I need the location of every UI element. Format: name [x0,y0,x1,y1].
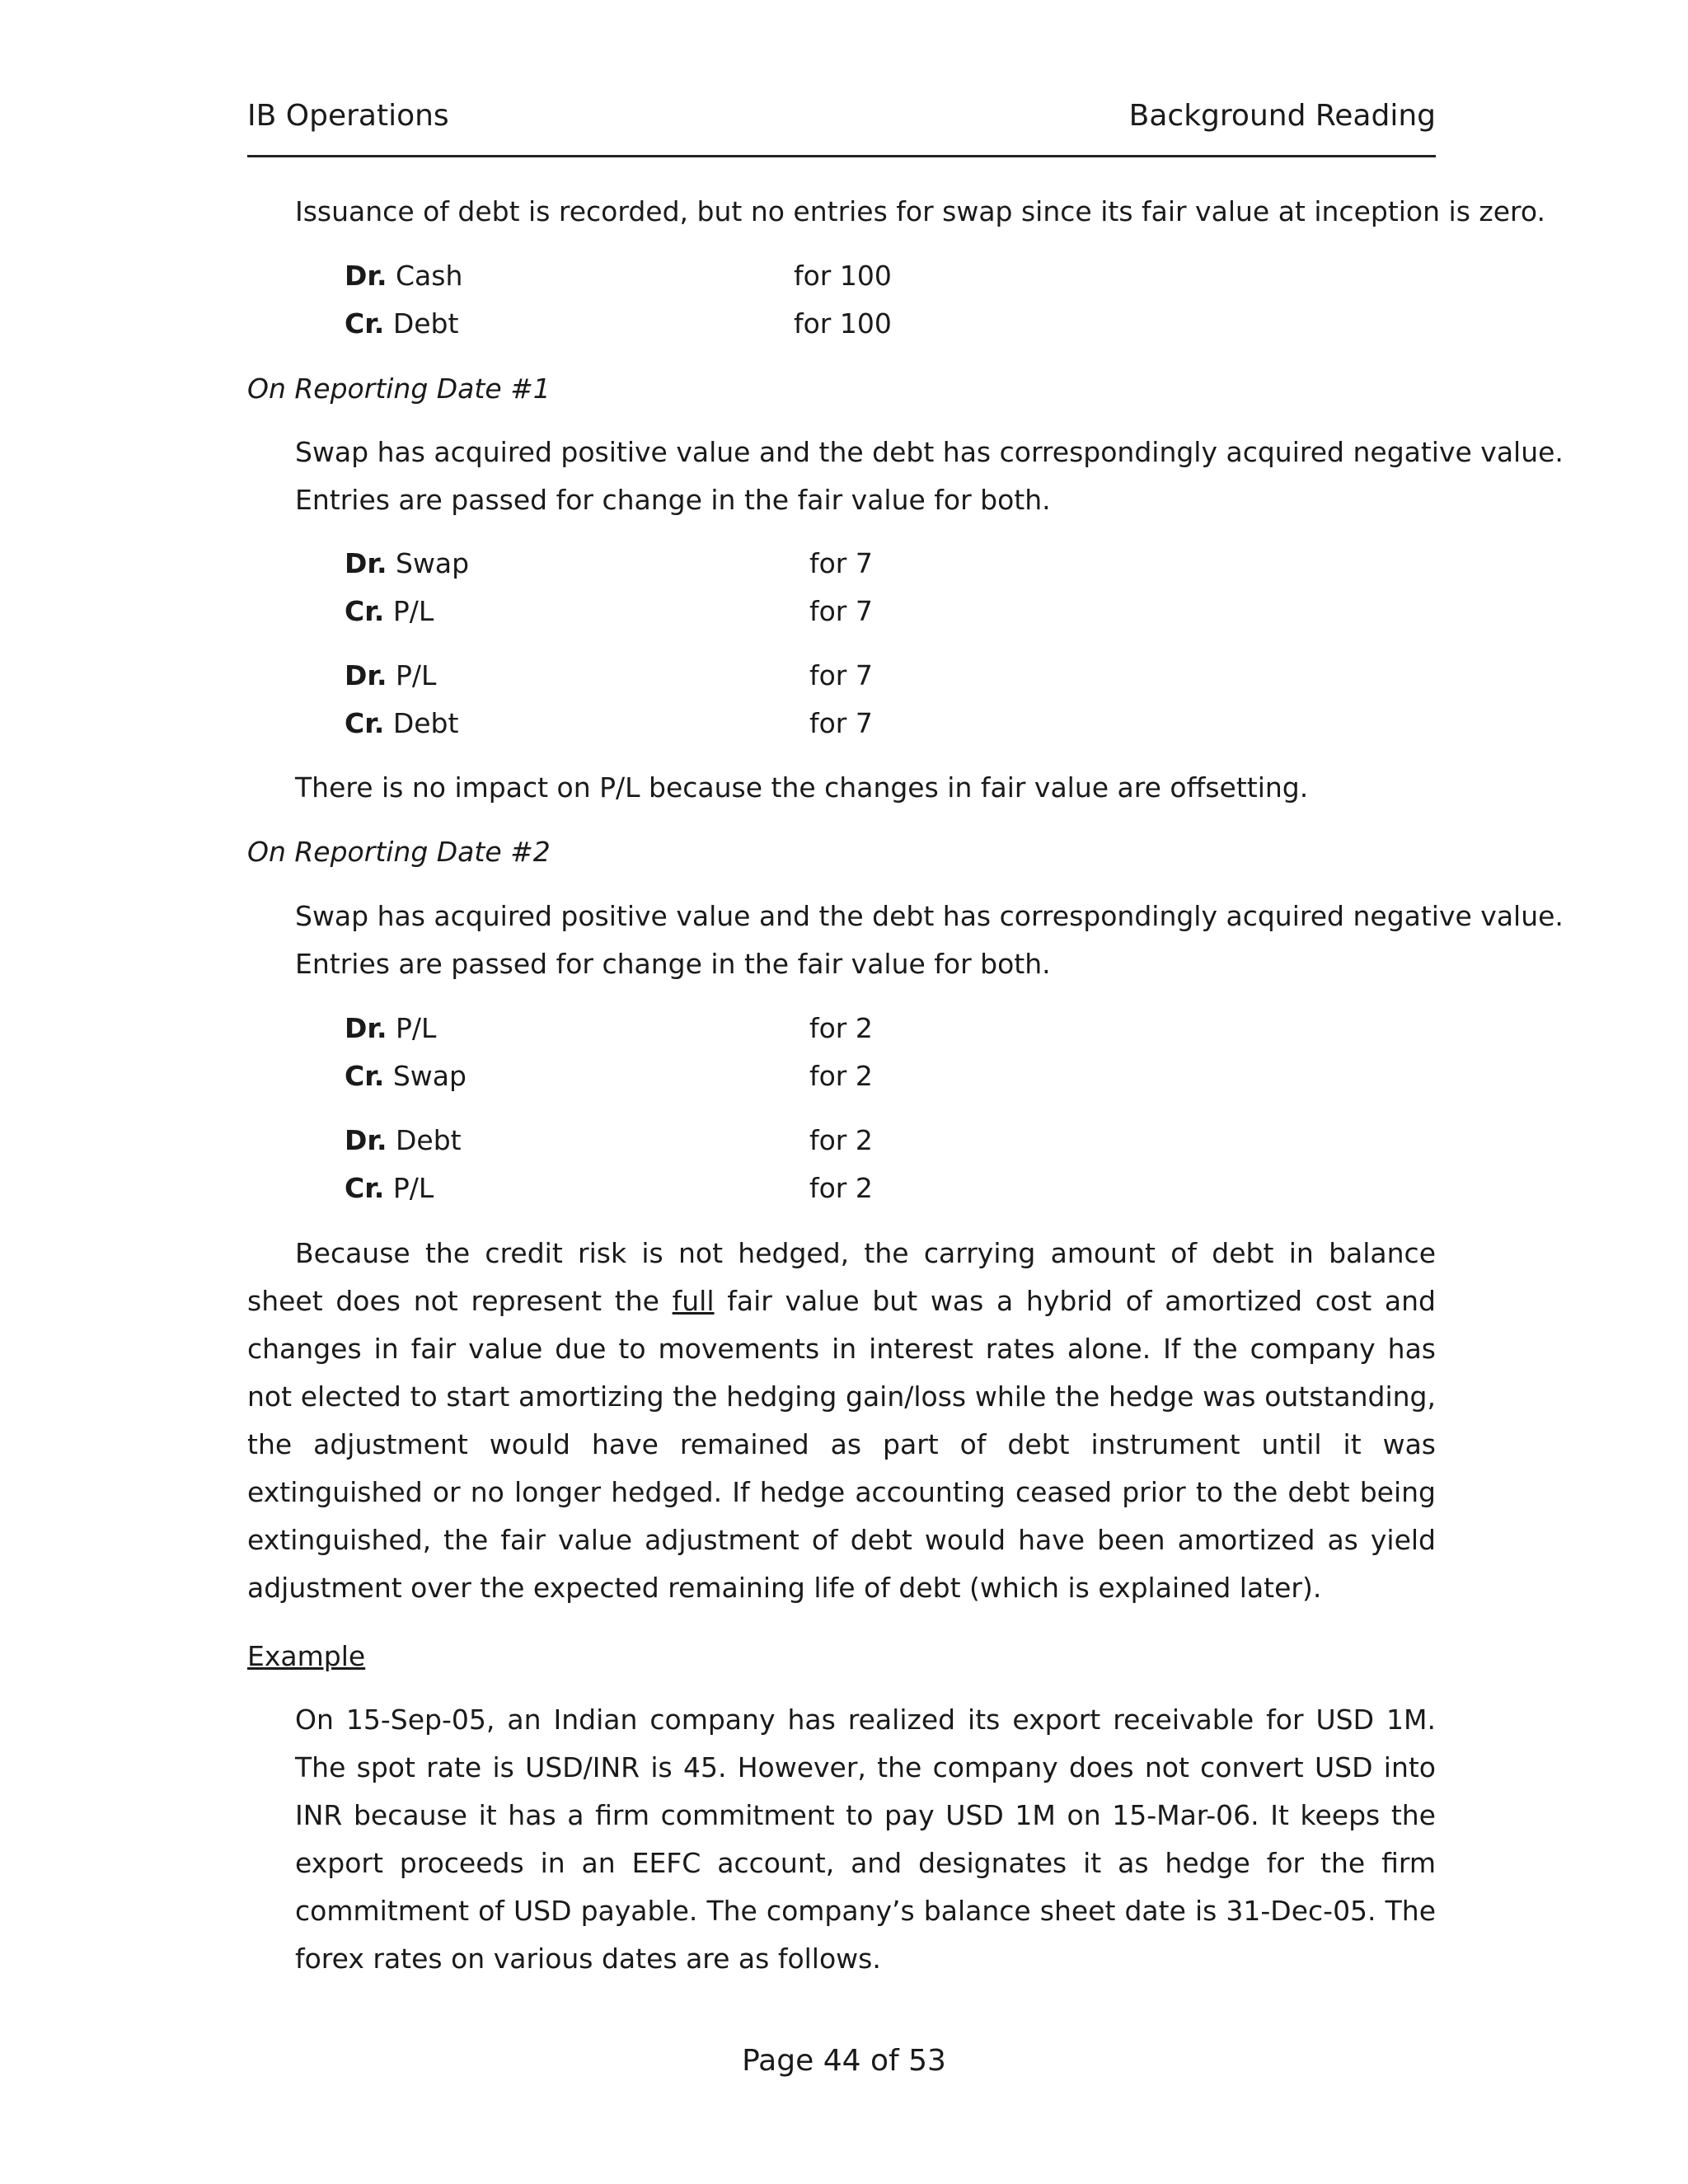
entry-label: Dr. Debt [345,1124,462,1156]
entry-label: Dr. Swap [345,547,470,579]
entry-label: Cr. Swap [345,1060,467,1092]
entry-label: Cr. Debt [345,707,459,739]
entry-amount: for 7 [809,659,873,691]
entry-label: Dr. Cash [345,260,463,292]
entry-amount: for 2 [809,1060,873,1092]
paragraph-line: Swap has acquired positive value and the debt has correspondingly acquired negative value. [295,900,1564,932]
emphasis-full: full [672,1285,715,1317]
intro-text: Issuance of debt is recorded, but no entries for swap since its fair value at inception is zero. [295,195,1545,227]
example-heading: Example [247,1640,366,1672]
paragraph-line: Entries are passed for change in the fair value for both. [295,484,1051,516]
entry-amount: for 100 [794,307,892,340]
entry-label: Cr. Debt [345,307,459,340]
entry-label: Dr. P/L [345,1012,437,1044]
entry-amount: for 2 [809,1124,873,1156]
entry-amount: for 7 [809,595,873,627]
entry-amount: for 100 [794,260,892,292]
offset-note: There is no impact on P/L because the changes in fair value are offsetting. [295,771,1309,804]
entry-label: Dr. P/L [345,659,437,691]
header-section: Background Reading [1128,99,1436,133]
paragraph-line: Entries are passed for change in the fair value for both. [295,948,1051,980]
entry-amount: for 2 [809,1012,873,1044]
header-title: IB Operations [247,99,449,133]
paragraph-line: Swap has acquired positive value and the debt has correspondingly acquired negative value. [295,436,1564,468]
example-paragraph: On 15-Sep-05, an Indian company has realized its export receivable for USD 1M. The spot rate is USD/INR is 45. However, the company does not convert USD into INR because it has a firm commitment to pay USD 1M on 15-Mar-06. It keeps the export proceeds in an EEFC account, and designates it as hedge for the firm commitment of USD payable. The company’s balance sheet date is 31-Dec-05. The forex rates on various dates are as follows. [295,1704,1436,1975]
entry-label: Cr. P/L [345,1172,434,1204]
entry-amount: for 7 [809,547,873,579]
entry-label: Cr. P/L [345,595,434,627]
credit-risk-paragraph: Because the credit risk is not hedged, the carrying amount of debt in balance sheet does not represent the full fair value but was a hybrid of amortized cost and changes in fair value due to movements in interest rates alone. If the company has not elected to start amortizing the hedging gain/loss while the hedge was outstanding, the adjustment would have remained as part of debt instrument until it was extinguished or no longer hedged. If hedge accounting ceased prior to the debt being extinguished, the fair value adjustment of debt would have been amortized as yield adjustment over the expected remaining life of debt (which is explained later). [247,1237,1436,1604]
entry-amount: for 2 [809,1172,873,1204]
page-number: Page 44 of 53 [742,2044,946,2078]
section-heading-date1: On Reporting Date #1 [247,373,551,405]
entry-amount: for 7 [809,707,873,739]
section-heading-date2: On Reporting Date #2 [247,836,551,868]
header-divider [247,155,1436,157]
